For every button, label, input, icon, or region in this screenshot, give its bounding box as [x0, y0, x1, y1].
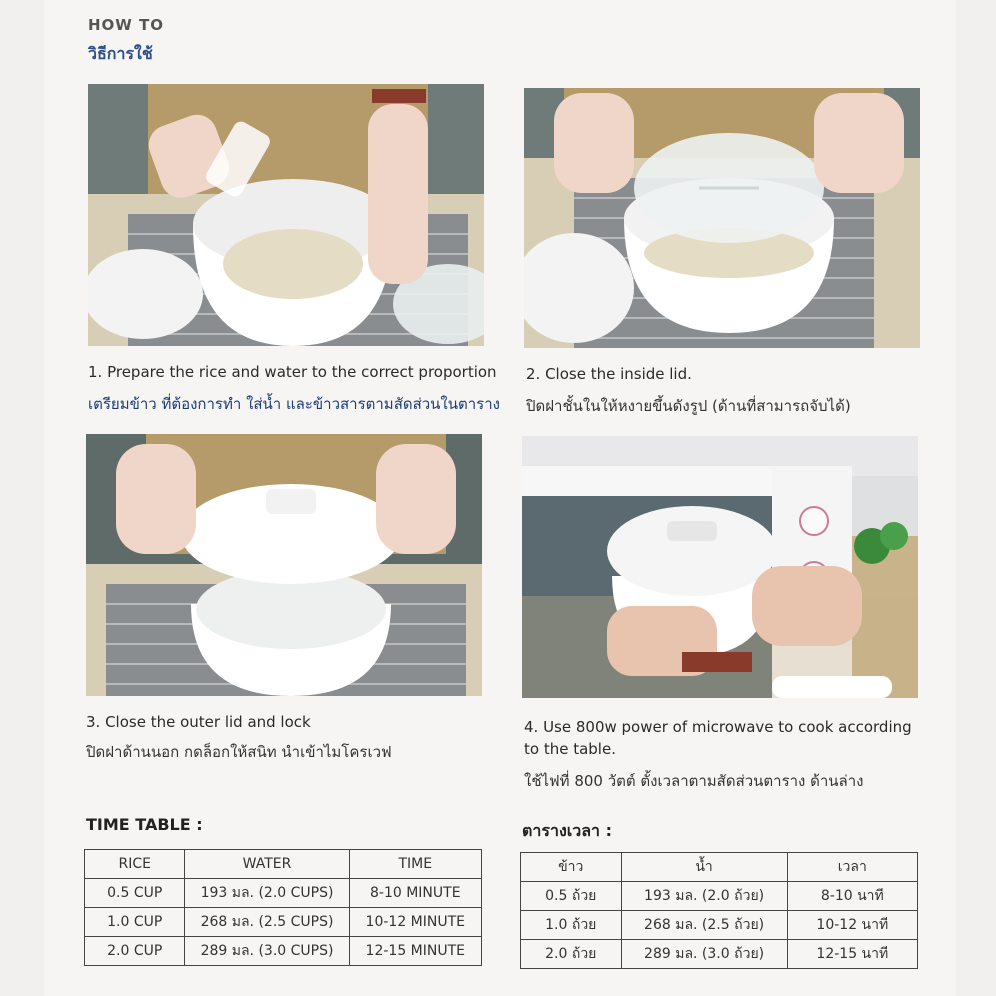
- step-2-text-en: 2. Close the inside lid.: [526, 365, 692, 383]
- time-table-title: TIME TABLE :: [86, 815, 203, 834]
- step-4-text-en-line2: to the table.: [524, 740, 616, 758]
- step-3-text-th: ปิดฝาด้านนอก กดล็อกให้สนิท นำเข้าไมโครเวฟ: [86, 743, 392, 761]
- table-header-row: [521, 853, 918, 882]
- table-row: [85, 908, 482, 937]
- table-header-cell: เวลา: [787, 853, 917, 882]
- table-cell: 268 มล. (2.5 CUPS): [185, 908, 349, 937]
- step-1-text-en: 1. Prepare the rice and water to the correct proportion: [88, 363, 497, 381]
- table-row: [85, 879, 482, 908]
- table-header-cell: TIME: [349, 850, 481, 879]
- step-4-photo: [522, 436, 918, 698]
- table-cell: 2.0 ถ้วย: [521, 940, 622, 969]
- time-table-en: [84, 849, 482, 966]
- table-row: [521, 882, 918, 911]
- how-to-heading-thai: วิธีการใช้: [88, 44, 153, 63]
- table-cell: 8-10 นาที: [787, 882, 917, 911]
- table-cell: 268 มล. (2.5 ถ้วย): [621, 911, 787, 940]
- table-cell: 193 มล. (2.0 CUPS): [185, 879, 349, 908]
- step-1-caption: [88, 361, 500, 415]
- step-1-text-th: เตรียมข้าว ที่ต้องการทำ ใส่น้ำ และข้าวสารตามสัดส่วนในตาราง: [88, 395, 500, 413]
- table-cell: 0.5 CUP: [85, 879, 185, 908]
- table-row: [521, 911, 918, 940]
- step-3-text-en: 3. Close the outer lid and lock: [86, 713, 311, 731]
- table-cell: 12-15 MINUTE: [349, 937, 481, 966]
- table-cell: 1.0 CUP: [85, 908, 185, 937]
- step-2-photo: [524, 88, 920, 348]
- table-cell: 10-12 MINUTE: [349, 908, 481, 937]
- table-cell: 0.5 ถ้วย: [521, 882, 622, 911]
- table-cell: 289 มล. (3.0 CUPS): [185, 937, 349, 966]
- step-3-caption: [86, 711, 392, 763]
- step-2-caption: [526, 363, 851, 417]
- table-header-cell: ข้าว: [521, 853, 622, 882]
- step-3-photo: [86, 434, 482, 696]
- table-cell: 193 มล. (2.0 ถ้วย): [621, 882, 787, 911]
- table-cell: 12-15 นาที: [787, 940, 917, 969]
- table-row: [85, 937, 482, 966]
- table-cell: 8-10 MINUTE: [349, 879, 481, 908]
- table-cell: 1.0 ถ้วย: [521, 911, 622, 940]
- step-4-text-th: ใช้ไฟที่ 800 วัตต์ ตั้งเวลาตามสัดส่วนตาราง ด้านล่าง: [524, 772, 864, 790]
- table-cell: 289 มล. (3.0 ถ้วย): [621, 940, 787, 969]
- step-2-text-th: ปิดฝาชั้นในให้หงายขึ้นดังรูป (ด้านที่สามารถจับได้): [526, 397, 851, 415]
- table-header-cell: WATER: [185, 850, 349, 879]
- time-table-title-thai: ตารางเวลา :: [522, 821, 612, 840]
- table-header-cell: น้ำ: [621, 853, 787, 882]
- table-cell: 2.0 CUP: [85, 937, 185, 966]
- how-to-heading: HOW TO: [88, 16, 165, 34]
- time-table-th: [520, 852, 918, 969]
- step-4-text-en-line1: 4. Use 800w power of microwave to cook according: [524, 718, 912, 736]
- table-header-cell: RICE: [85, 850, 185, 879]
- table-cell: 10-12 นาที: [787, 911, 917, 940]
- table-header-row: [85, 850, 482, 879]
- table-row: [521, 940, 918, 969]
- step-1-photo: [88, 84, 484, 346]
- step-4-caption: [524, 716, 912, 792]
